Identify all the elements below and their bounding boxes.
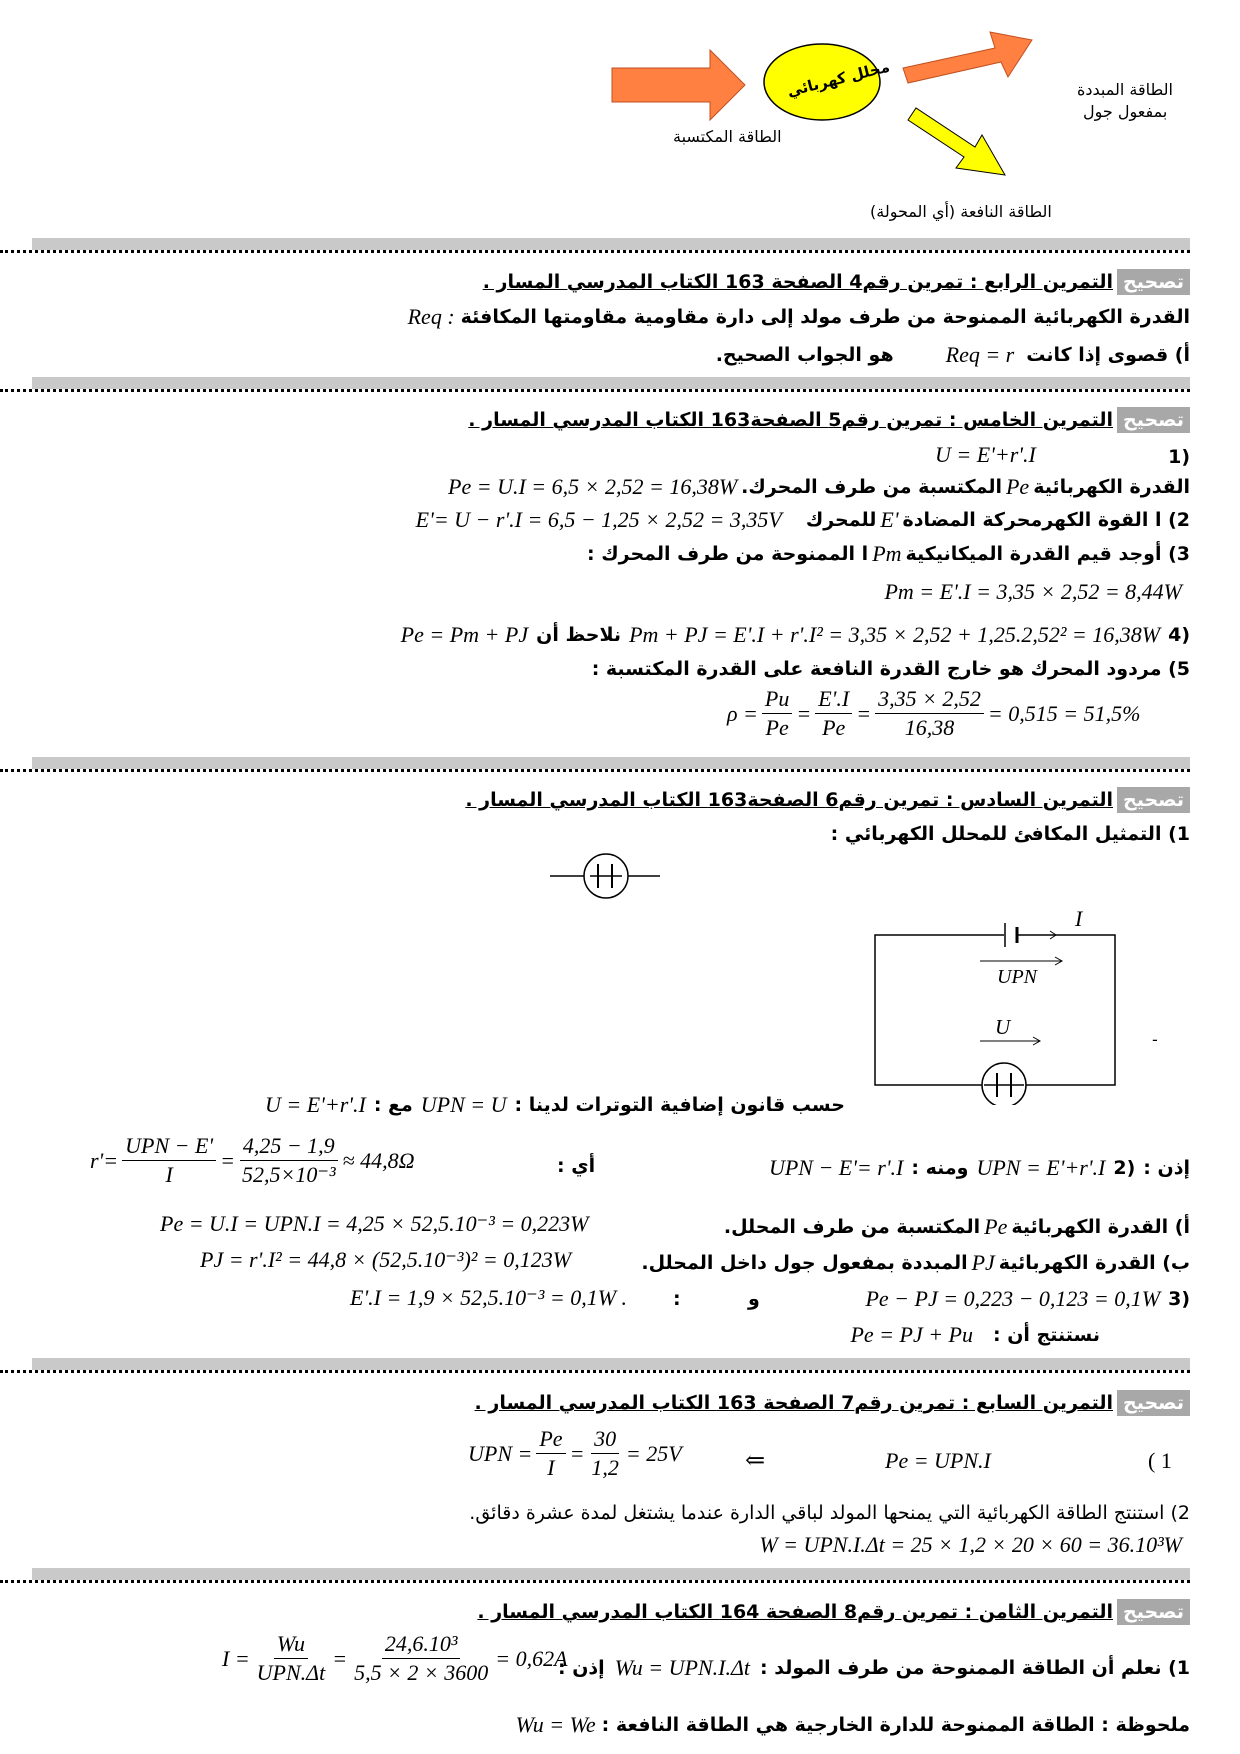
ex4-line1-symbol: Req :	[407, 304, 455, 329]
numerator: UPN − E'	[122, 1132, 216, 1161]
numerator: Pu	[762, 685, 792, 714]
ex6-so-eq2: UPN − E'= r'.I	[768, 1155, 904, 1180]
ex5-l2-symbol: Pe	[1005, 474, 1030, 499]
fraction	[254, 1630, 329, 1687]
ex6-a-eq: Pe = U.I = UPN.I = 4,25 × 52,5.10⁻³ = 0,223W	[160, 1211, 589, 1236]
ex7-l2: 2) استنتج الطاقة الكهربائية التي يمنحها المولد لباقي الدارة عندما يشتغل لمدة عشرة دقائق.	[469, 1502, 1190, 1524]
section-separator	[0, 1568, 1240, 1598]
ex8-title: التمرين الثامن : تمرين رقم8 الصفحة 164 الكتاب المدرسي المسار .	[477, 1601, 1113, 1623]
numerator: 24,6.10³	[382, 1630, 461, 1659]
fraction	[762, 685, 792, 742]
joule-energy-label-2: بمفعول جول	[1083, 102, 1168, 121]
ex5-l4-symbol: Pm	[872, 541, 902, 566]
numerator: 3,35 × 2,52	[875, 685, 984, 714]
ex5-l2-text: القدرة الكهربائية	[1033, 476, 1190, 498]
ex5-l2-equation: Pe = U.I = 6,5 × 2,52 = 16,38W	[448, 474, 738, 499]
ex8-i-equation: I = $\frac{Wu}{\text{UPN.Δt}}$ = $\frac{\text{24,6.10³}}{5,5 \times 2 \times 3600}$ = 0,62A	[222, 1631, 568, 1685]
ex5-l4	[587, 541, 1190, 567]
denominator: I	[165, 1162, 173, 1187]
ex6-a-symbol: Pe	[984, 1214, 1008, 1239]
ex4-line2-answer: هو الجواب الصحيح.	[715, 344, 894, 366]
ex5-l5-eq: Pm = E'.I = 3,35 × 2,52 = 8,44W	[884, 579, 1182, 604]
ex8-l1-text: 1) نعلم أن الطاقة الممنوحة من طرف المولد :	[760, 1657, 1190, 1679]
ex4-line1-text: القدرة الكهربائية الممنوحة من طرف مولد إلى دارة مقاومية مقاومتها المكافئة	[460, 306, 1190, 328]
numerator: 4,25 − 1,9	[240, 1132, 338, 1161]
ex6-header	[465, 785, 1190, 815]
circuit-u-label: U	[995, 1015, 1011, 1039]
implies-arrow: ⇐	[745, 1448, 766, 1474]
ex6-a-text: أ) القدرة الكهربائية	[1011, 1216, 1190, 1238]
i-result: = 0,62A	[495, 1645, 568, 1671]
ex5-l6-text: نلاحظ أن	[536, 624, 622, 646]
ex6-a	[724, 1214, 1190, 1240]
correction-badge: تصحيح	[1117, 1599, 1190, 1625]
r-result: ≈ 44,8Ω	[342, 1147, 415, 1173]
ex6-l1: 1) التمثيل المكافئ للمحلل الكهربائي :	[830, 823, 1190, 845]
ex5-l6-num: 4)	[1168, 624, 1190, 646]
ex6-title: التمرين السادس : تمرين رقم6 الصفحة163 الكتاب المدرسي المسار .	[465, 789, 1113, 811]
joule-energy-arrow	[903, 32, 1032, 83]
ex5-l2-text2: المكتسبة من طرف المحرك.	[741, 476, 1002, 498]
denominator: 1,2	[591, 1455, 619, 1480]
ex6-law	[265, 1092, 845, 1118]
ex5-l7: 5) مردود المحرك هو خارج القدرة النافعة على القدرة المكتسبة :	[591, 658, 1190, 680]
r-lhs: r'=	[90, 1147, 119, 1173]
useful-energy-arrow	[908, 108, 1005, 175]
ex7-u-equation: UPN = $\frac{Pe}{I}$ = $\frac{30}{1,2}$ = 25V	[468, 1426, 682, 1480]
ex6-a-text2: المكتسبة من طرف المحلل.	[723, 1216, 981, 1238]
ex5-l2	[448, 474, 1190, 500]
ex8-note-text: ملحوظة : الطاقة الممنوحة للدارة الخارجية هي الطاقة النافعة :	[601, 1714, 1190, 1736]
ex5-header	[468, 405, 1190, 435]
ex5-l3	[416, 507, 1190, 533]
ex6-c-eq2: E'.I = 1,9 × 52,5.10⁻³ = 0,1W .	[350, 1285, 628, 1310]
ex4-title: التمرين الرابع : تمرين رقم4 الصفحة 163 الكتاب المدرسي المسار .	[482, 271, 1113, 293]
ex6-c-colon: :	[673, 1288, 681, 1310]
numerator: Pe	[536, 1425, 565, 1454]
ex6-ie: أي :	[557, 1155, 596, 1177]
ex6-c-num: 3)	[1168, 1288, 1190, 1310]
numerator: E'.I	[815, 685, 852, 714]
rho-symbol: ρ =	[727, 700, 758, 726]
ex5-l1-eq: U = E'+r'.I	[935, 442, 1036, 467]
ex7-l3-eq: W = UPN.I.Δt = 25 × 1,2 × 20 × 60 = 36.10³W	[759, 1532, 1182, 1557]
ex6-b-eq: PJ = r'.I² = 44,8 × (52,5.10⁻³)² = 0,123W	[200, 1247, 572, 1272]
ex8-l1	[558, 1655, 1190, 1681]
ex6-b-symbol: PJ	[971, 1250, 995, 1275]
fraction	[536, 1425, 565, 1482]
ex6-law-eq1: UPN = U	[420, 1092, 507, 1117]
fraction	[351, 1630, 491, 1687]
fraction	[588, 1425, 622, 1482]
u-result: = 25V	[625, 1440, 682, 1466]
ex6-b-text2: المبددة بمفعول جول داخل المحلل.	[641, 1252, 968, 1274]
i-lhs: I =	[222, 1645, 250, 1671]
ex4-header	[483, 267, 1190, 297]
fraction	[875, 685, 984, 742]
ex6-so-hence: ومنه :	[911, 1157, 969, 1179]
ex6-conclusion	[850, 1322, 1100, 1348]
correction-badge: تصحيح	[1117, 407, 1190, 433]
fraction	[122, 1132, 216, 1189]
circuit-upn-label: UPN	[997, 966, 1037, 988]
denominator: UPN.Δt	[256, 1660, 326, 1685]
ex6-law-eq2: U = E'+r'.I	[265, 1092, 366, 1117]
useful-energy-label: الطاقة النافعة (أي المحولة)	[870, 202, 1052, 221]
ex6-c-eq1: Pe − PJ = 0,223 − 0,123 = 0,1W	[865, 1286, 1161, 1311]
ex8-l1-eq: Wu = UPN.I.Δt	[614, 1655, 750, 1680]
ex6-law-text: حسب قانون إضافية التوترات لدينا :	[514, 1094, 845, 1116]
ex4-line2-equation: Req = r	[945, 342, 1015, 367]
electrolyzer-label: محلل كهربائي	[785, 57, 892, 101]
rho-result: = 0,515 = 51,5%	[987, 700, 1141, 726]
section-separator	[0, 238, 1240, 268]
stray-dash: -	[1152, 1030, 1158, 1049]
ex5-l3-text: 2) ا القوة الكهرمحركة المضادة	[902, 509, 1190, 531]
numerator: Wu	[274, 1630, 308, 1659]
u-lhs: UPN =	[468, 1440, 533, 1466]
ex4-line1	[408, 304, 1190, 330]
ex8-header	[477, 1597, 1190, 1627]
section-separator	[0, 377, 1240, 407]
electrolyzer-symbol	[550, 852, 660, 900]
ex6-c	[865, 1286, 1190, 1312]
numerator: 30	[591, 1425, 619, 1454]
circuit-current-label: I	[1075, 906, 1083, 931]
acquired-energy-arrow	[612, 50, 745, 120]
ex5-efficiency: ρ = $\frac{Pu}{Pe}$ = $\frac{E'.I}{Pe}$ = $\frac{3,35 \times 2,52}{16,38}$ = 0,515 = 51,5%	[727, 686, 1141, 740]
ex7-l1-eq: Pe = UPN.I	[885, 1448, 991, 1473]
denominator: I	[547, 1455, 555, 1480]
denominator: 52,5×10⁻³	[241, 1162, 336, 1187]
ex6-c-and: و	[748, 1288, 760, 1310]
ex6-law-with: مع :	[373, 1094, 413, 1116]
correction-badge: تصحيح	[1117, 1390, 1190, 1416]
ex7-header	[475, 1388, 1190, 1418]
ex5-l1-num: 1)	[1168, 446, 1190, 468]
denominator: 16,38	[904, 715, 955, 740]
equivalent-circuit	[872, 905, 1142, 1105]
ex6-so: إذن :	[1143, 1157, 1190, 1179]
ex8-note	[516, 1712, 1190, 1738]
ex5-l6-equation: Pm + PJ = E'.I + r'.I² = 3,35 × 2,52 + 1,25.2,52² = 16,38W	[629, 622, 1161, 647]
ex5-l4-text2: ا الممنوحة من طرف المحرك :	[587, 543, 869, 565]
ex6-b-text: ب) القدرة الكهربائية	[998, 1252, 1190, 1274]
ex8-note-eq: Wu = We	[515, 1712, 596, 1737]
ex5-l3-equation: E'= U − r'.I = 6,5 − 1,25 × 2,52 = 3,35V	[415, 507, 782, 532]
ex6-l2	[769, 1155, 1190, 1181]
ex5-title: التمرين الخامس : تمرين رقم5 الصفحة163 الكتاب المدرسي المسار .	[468, 409, 1113, 431]
denominator: Pe	[765, 715, 789, 740]
ex4-line2	[716, 342, 1190, 368]
denominator: 5,5 × 2 × 3600	[354, 1660, 489, 1685]
ex5-l3-text2: للمحرك	[805, 509, 877, 531]
ex5-l6	[401, 622, 1190, 648]
correction-badge: تصحيح	[1117, 269, 1190, 295]
denominator: Pe	[822, 715, 846, 740]
ex6-b	[641, 1250, 1190, 1276]
correction-badge: تصحيح	[1117, 787, 1190, 813]
ex7-title: التمرين السابع : تمرين رقم7 الصفحة 163 الكتاب المدرسي المسار .	[474, 1392, 1113, 1414]
ex5-l3-symbol: E'	[880, 507, 899, 532]
joule-energy-label-1: الطاقة المبددة	[1077, 80, 1173, 99]
fraction	[815, 685, 852, 742]
fraction	[239, 1132, 339, 1189]
ex5-l4-text: 3) أوجد قيم القدرة الميكانيكية	[905, 543, 1190, 565]
ex6-r-equation: r'= $\frac{\text{UPN − E'}}{I}$ = $\frac{4,25 - 1,9}{\text{52,5×10⁻³}}$ ≈ 44,8Ω	[90, 1133, 415, 1187]
ex8-l1-so: إذن :	[557, 1657, 605, 1679]
ex6-so-eq1: UPN = E'+r'.I	[976, 1155, 1106, 1180]
acquired-energy-label: الطاقة المكتسبة	[673, 127, 782, 146]
ex4-line2-text: أ) قصوى إذا كانت	[1026, 344, 1190, 366]
energy-diagram-arrows	[600, 20, 1100, 210]
ex6-so-num: 2)	[1113, 1157, 1136, 1179]
ex5-l6-equation2: Pe = Pm + PJ	[400, 622, 529, 647]
ex6-conclusion-eq: Pe = PJ + Pu	[850, 1322, 973, 1347]
ex6-conclusion-text: نستنتج أن :	[993, 1324, 1100, 1346]
ex7-l1-num: ( 1	[1148, 1448, 1172, 1473]
section-separator	[0, 757, 1240, 787]
section-separator	[0, 1358, 1240, 1388]
